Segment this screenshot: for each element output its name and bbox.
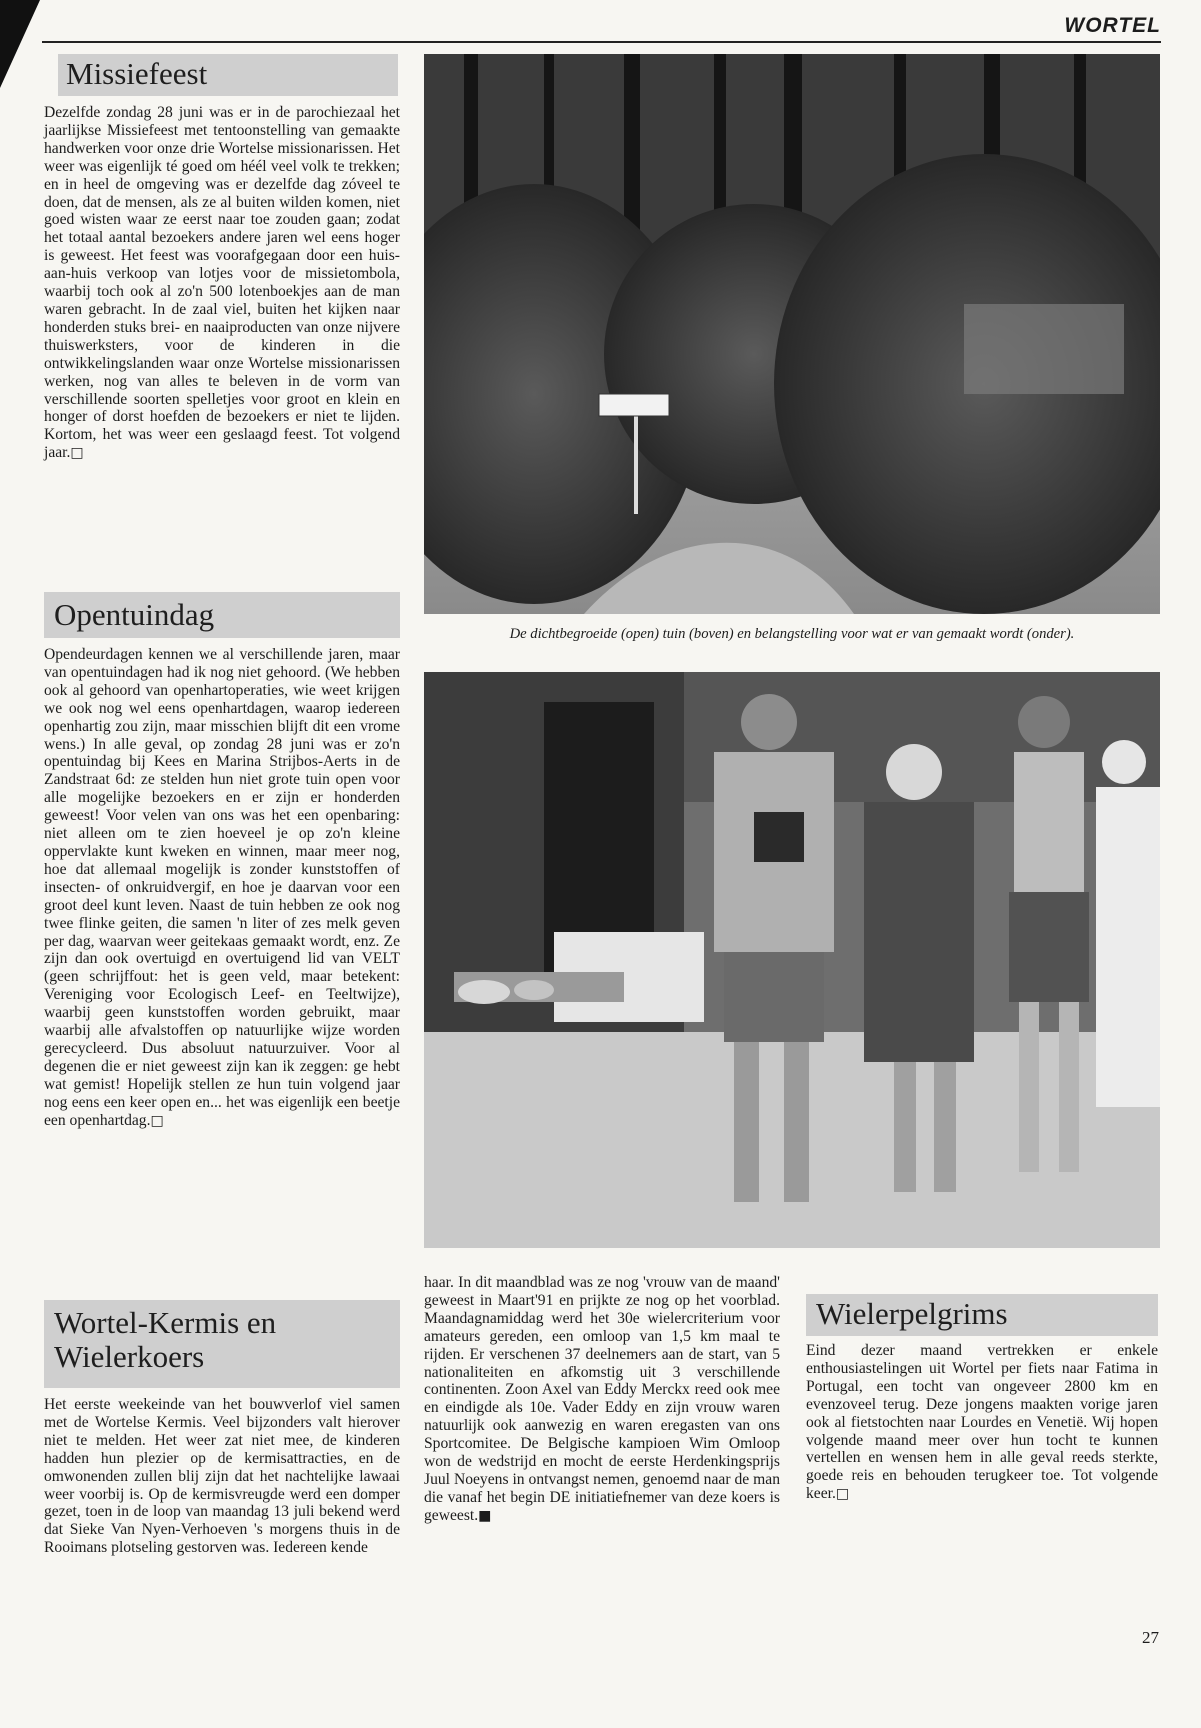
photo-caption: De dichtbegroeide (open) tuin (boven) en belangstelling voor wat er van gemaakt wordt (onder). (509, 626, 1075, 642)
garden-photo-drawing (424, 54, 1160, 614)
kermis-text-part2: haar. In dit maandblad was ze nog 'vrouw van de maand' geweest in Maart'91 en prijkte ze nog op het voorblad. Maandagnamiddag werd het 30e wielercriterium voor amateurs gereden, een omloop van 1,5 km maal te rijden. Er verschenen 37 deelnemers aan de start, van 5 nationaliteiten en afkomstig uit 3 verschillende continenten. Zoon Axel van Eddy Merckx reed ook mee en eindigde als 10e. Vader Eddy en zijn vrouw waren natuurlijk ook aanwezig en waren eregasten van ons Sportcomitee. De Belgische kampioen Wim Omloop won de wedstrijd en mocht de eerste Herdenkingsprijs Juul Noeyens in ontvangst nemen, genoemd naar de man die vanaf het begin DE initiatiefnemer van deze koers is geweest.■ (424, 1274, 780, 1524)
visitors-photo (424, 672, 1160, 1248)
wielerpelgrims-text: Eind dezer maand vertrekken er enkele enthousiastelingen uit Wortel per fiets naar Fatima in Portugal, een tocht van ongeveer 2800 km en evenzoveel terug. Deze jongens maakten vorige jaren ook al fietstochten naar Lourdes en Venetië. Wij hopen volgende maand meer over hun tocht te kunnen vertellen en wensen hem in alle geval reeds sterkte, goede reis en behouden terugkeer toe. Tot volgende keer.□ (806, 1342, 1158, 1503)
wielerpelgrims-title: Wielerpelgrims (806, 1294, 1158, 1336)
header-rule (42, 41, 1161, 43)
end-mark: □ (150, 1112, 164, 1129)
kermis-text-part1: Het eerste weekeinde van het bouwverlof viel samen met de Wortelse Kermis. Veel bijzonders valt hierover niet te melden. Het weer zat niet mee, de kinderen hadden hun plezier op de kermisattracties, en de omwonenden zullen blij zijn dat het nachtelijke lawaai weer voorbij is. Op de kermisvreugde werd een domper gezet, toen in de loop van maandag 13 juli bekend werd dat Sieke Van Nyen-Verhoeven 's morgens thuis in de Rooimans plotseling gestorven was. Iedereen kende (44, 1396, 400, 1557)
visitors-photo-drawing (424, 672, 1160, 1248)
garden-photo (424, 54, 1160, 614)
end-mark: ■ (478, 1507, 492, 1524)
missiefeest-text: Dezelfde zondag 28 juni was er in de parochiezaal het jaarlijkse Missiefeest met tentoonstelling van gemaakte handwerken voor onze drie Wortelse missionarissen. Het weer was eigenlijk té goed om héél veel volk te trekken; en in heel de omgeving was er dezelfde dag zóveel te doen, dat de mensen, als ze al buiten wilden komen, niet goed wisten waar ze eerst naar toe zouden gaan; zodat het totaal aantal bezoekers andere jaren wel eens hoger is geweest. Het feest was voorafgegaan door een huis-aan-huis verkoop van lotjes voor de missietombola, waarbij toch ook al zo'n 500 lotenboekjes aan de man waren gebracht. In de zaal viel, buiten het kijken naar honderden stuks brei- en naaiproducten van onze nijvere thuiswerksters, voor de kinderen in die ontwikkelingslanden waar onze Wortelse missionarissen werken, nog van alles te beleven in de vorm van verschillende soorten spelletjes voor groot en klein en honger of dorst hoefden de bezoekers er niet te lijden. Kortom, het was weer een geslaagd feest. Tot volgend jaar.□ (44, 104, 400, 462)
page-corner-shadow (0, 0, 40, 88)
opentuindag-title: Opentuindag (44, 592, 400, 638)
end-mark: □ (835, 1486, 850, 1503)
kermis-title: Wortel-Kermis en Wielerkoers (44, 1300, 400, 1388)
running-head: WORTEL (1064, 14, 1161, 37)
page-number: 27 (1142, 1628, 1159, 1647)
missiefeest-title: Missiefeest (58, 54, 398, 96)
opentuindag-text: Opendeurdagen kennen we al verschillende jaren, maar van opentuindagen had ik nog niet gehoord. (We hebben ook al gehoord van openhartoperaties, wie weet krijgen we ook nog wel eens openhartdagen, waarop iedereen openhartig zou zijn, maar misschien blijft dit een vrome wens.) In alle geval, op zondag 28 juni was er zo'n opentuindag bij Kees en Marina Strijbos-Aerts in de Zandstraat 6d: ze stelden hun niet grote tuin open voor alle mogelijke bezoekers en er zijn er honderden geweest! Voor velen van ons was het een openbaring: niet alleen om te zien hoeveel je op zo'n kleine oppervlakte kunt kweken en winnen, maar meer nog, hoe dat allemaal mogelijk is zonder kunststoffen of insecten- of onkruidvergif, en hoe je daarvan voor een groot deel kunt leven. Naast de tuin hebben ze ook nog twee flinke geiten, die samen 'n liter of zes melk geven per dag, waarvan weer geitekaas gemaakt wordt, enz. Ze zijn dan ook overtuigd en overtuigend lid van VELT (geen schrijffout: het is geen veld, maar betekent: Vereniging voor Ecologisch Leef- en Teeltwijze), waarbij geen kunststoffen worden gebruikt, maar waarbij alle afvalstoffen op natuurlijke wijze worden gerecycleerd. Dus absoluut natuurzuiver. Voor al degenen die er niet geweest zijn kan ik zeggen: ge hebt wat gemist! Hopelijk stellen ze hun tuin volgend jaar nog eens een keer open en... het was eigenlijk een beetje een openhartdag.□ (44, 646, 400, 1129)
end-mark: □ (70, 445, 84, 462)
